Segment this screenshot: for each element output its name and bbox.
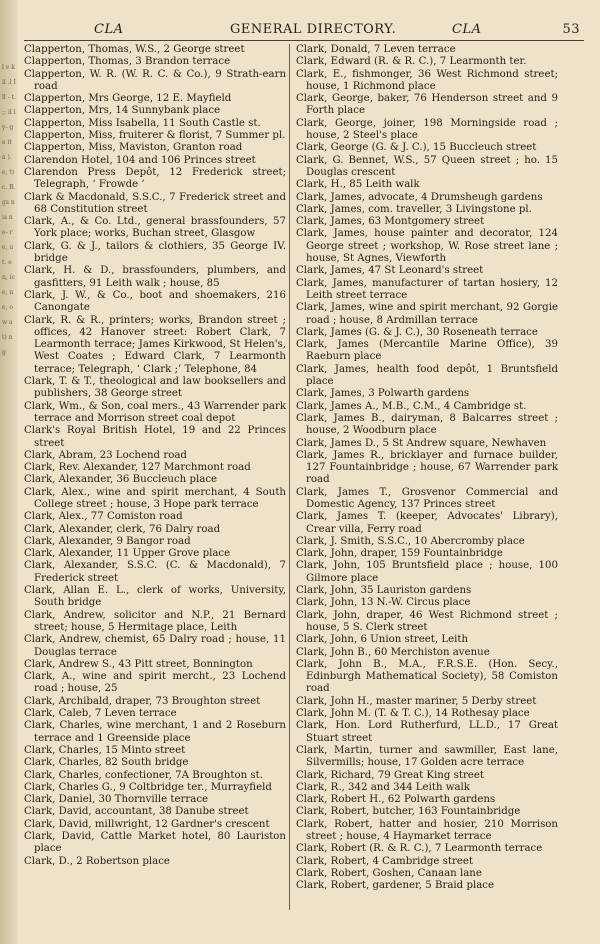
directory-entry: Clapperton, Miss Isabella, 11 South Castle st. (24, 117, 261, 129)
directory-entry: Clark, R. & R., printers; works, Brandon street ; offices, 42 Hanover street: Robert Clark, 7 Learmonth terrace; James Kirkwood, St Helen's, West Coates ; Edward Clark, 7 Learmonth terrace; Telegraph, ‘ Clark ;’ Telephone, 84 (24, 314, 286, 375)
directory-entry: Clark, Alex., wine and spirit merchant, 4 South College street ; house, 3 Hope park terrace (24, 486, 286, 510)
directory-entry: Clark, George, joiner, 198 Morningside road ; house, 2 Steel's place (296, 117, 558, 142)
page-header (24, 22, 584, 40)
directory-entry: Clark, Alexander, 11 Upper Grove place (24, 548, 231, 560)
running-head-right: CLA (452, 22, 482, 37)
directory-entry: Clark, Alexander, S.S.C. (C. & Macdonald), 7 Frederick street (24, 560, 286, 584)
directory-entry: Clarendon Press Depôt, 12 Frederick street; Telegraph, ‘ Frowde ’ (24, 166, 286, 191)
directory-entry: Clark, James, advocate, 4 Drumsheugh gardens (296, 191, 543, 203)
directory-entry: Clark's Royal British Hotel, 19 and 22 Princes street (24, 425, 286, 449)
directory-entry: Clapperton, Mrs, 14 Sunnybank place (24, 105, 221, 117)
directory-entry: Clark, Charles, 15 Minto street (24, 744, 186, 756)
directory-entry: Clark, Daniel, 30 Thornville terrace (24, 794, 209, 806)
directory-entry: Clark, Edward (R. & R. C.), 7 Learmonth ter. (296, 56, 527, 68)
directory-entry: Clark, James T., Grosvenor Commercial and Domestic Agency, 137 Princes street (296, 486, 558, 510)
directory-entry: Clark, Hon. Lord Rutherfurd, LL.D., 17 Great Stuart street (296, 720, 558, 744)
left-column (24, 44, 286, 868)
directory-entry: Clark, James (Mercantile Marine Office), 39 Raeburn place (296, 339, 558, 363)
directory-entry: Clark, John H., master mariner, 5 Derby street (296, 695, 537, 707)
directory-entry: Clark, John B., 60 Merchiston avenue (296, 646, 490, 658)
directory-entry: Clark, John, 105 Bruntsfield place ; house, 100 Gilmore place (296, 560, 558, 584)
directory-entry: Clark, James A., M.B., C.M., 4 Cambridge st. (296, 400, 527, 412)
directory-entry: Clark, Alexander, 9 Bangor road (24, 535, 191, 547)
directory-entry: Clark, James, 63 Montgomery street (296, 216, 485, 228)
header-rule (24, 40, 584, 41)
directory-entry: Clark, Robert, butcher, 163 Fountainbridge (296, 806, 521, 818)
directory-entry: Clark & Macdonald, S.S.C., 7 Frederick street and 68 Constitution street (24, 191, 286, 215)
directory-entry: Clark, John, draper, 159 Fountainbridge (296, 548, 503, 560)
directory-entry: Clark, A., wine and spirit mercht., 23 Lochend road ; house, 25 (24, 671, 286, 695)
directory-entry: Clark, James B., dairyman, 8 Balcarres street ; house, 2 Woodburn place (296, 412, 558, 437)
directory-entry: Clark, Richard, 79 Great King street (296, 769, 484, 781)
directory-entry: Clark, John, 6 Union street, Leith (296, 634, 469, 646)
directory-entry: Clark, James R., bricklayer and furnace builder, 127 Fountainbridge ; house, 67 Warrender park road (296, 449, 558, 486)
directory-entry: Clark, David, accountant, 38 Danube street (24, 806, 249, 818)
directory-entry: Clark, J. W., & Co., boot and shoemakers, 216 Canongate (24, 289, 286, 314)
directory-entry: Clark, Alexander, clerk, 76 Dalry road (24, 523, 221, 535)
directory-entry: Clark, D., 2 Robertson place (24, 855, 170, 867)
directory-entry: Clark, Andrew, solicitor and N.P., 21 Bernard street; house, 5 Hermitage place, Leith (24, 609, 286, 633)
directory-entry: Clark, Martin, turner and sawmiller, East lane, Silvermills; house, 17 Golden acre terrace (296, 744, 558, 769)
directory-entry: Clark, Caleb, 7 Leven terrace (24, 708, 177, 720)
directory-entry: Clark, A., & Co. Ltd., general brassfounders, 57 York place; works, Buchan street, Glasgow (24, 216, 286, 240)
directory-entry: Clark, J. Smith, S.S.C., 10 Abercromby place (296, 535, 525, 547)
directory-entry: Clark, Charles, wine merchant, 1 and 2 Roseburn terrace and 1 Greenside place (24, 720, 286, 744)
right-column (296, 44, 558, 892)
directory-entry: Clark, Robert (R. & R. C.), 7 Learmonth terrace (296, 843, 543, 855)
directory-entry: Clark, James, 3 Polwarth gardens (296, 388, 470, 400)
directory-entry: Clark, Charles G., 9 Coltbridge ter., Murrayfield (24, 781, 272, 793)
directory-entry: Clark, Robert, hatter and hosier, 210 Morrison street ; house, 4 Haymarket terrace (296, 818, 558, 842)
directory-entry: Clark, James D., 5 St Andrew square, Newhaven (296, 437, 547, 449)
directory-entry: Clark, H., 85 Leith walk (296, 179, 420, 191)
directory-entry: Clark, Robert, Goshen, Canaan lane (296, 867, 482, 879)
directory-entry: Clapperton, Thomas, 3 Brandon terrace (24, 56, 231, 68)
directory-entry: Clark, G. Bennet, W.S., 57 Queen street ; ho. 15 Douglas crescent (296, 154, 558, 178)
directory-entry: Clapperton, W. R. (W. R. C. & Co.), 9 Strath-earn road (24, 68, 286, 92)
directory-entry: Clark, Allan E. L., clerk of works, University, South bridge (24, 585, 286, 609)
directory-entry: Clark, Andrew S., 43 Pitt street, Bonnington (24, 658, 253, 670)
directory-entry: Clark, John M. (T. & T. C.), 14 Rothesay place (296, 708, 530, 720)
directory-entry: Clark, G. & J., tailors & clothiers, 35 George IV. bridge (24, 240, 286, 265)
directory-entry: Clark, James (G. & J. C.), 30 Roseneath terrace (296, 326, 538, 338)
directory-entry: Clark, James, house painter and decorator, 124 George street ; workshop, W. Rose street lane ; house, St Agnes, Viewforth (296, 228, 558, 265)
directory-entry: Clark, Robert H., 62 Polwarth gardens (296, 794, 496, 806)
directory-entry: Clark, James, wine and spirit merchant, 92 Gorgie road ; house, 8 Ardmillan terrace (296, 302, 558, 326)
directory-entry: Clapperton, Miss, Maviston, Granton road (24, 142, 243, 154)
directory-entry: Clark, Archibald, draper, 73 Broughton street (24, 695, 261, 707)
directory-entry: Clark, Rev. Alexander, 127 Marchmont road (24, 462, 251, 474)
page-title: GENERAL DIRECTORY. (230, 22, 397, 37)
directory-entry: Clark, John, 13 N.-W. Circus place (296, 597, 471, 609)
column-divider (289, 44, 290, 910)
directory-entry: Clark, John, 35 Lauriston gardens (296, 585, 472, 597)
directory-entry: Clark, E., fishmonger, 36 West Richmond street; house, 1 Richmond place (296, 68, 558, 92)
running-head-left: CLA (94, 22, 124, 37)
binding-gutter (0, 0, 18, 944)
directory-entry: Clark, James, health food depôt, 1 Bruntsfield place (296, 363, 558, 388)
directory-entry: Clark, Alex., 77 Comiston road (24, 511, 183, 523)
page-number: 53 (562, 22, 580, 37)
directory-entry: Clark, James, manufacturer of tartan hosiery, 12 Leith street terrace (296, 277, 558, 301)
directory-entry: Clark, Robert, gardener, 5 Braid place (296, 880, 495, 892)
directory-entry: Clapperton, Mrs George, 12 E. Mayfield (24, 93, 232, 105)
gutter-margin-marks: l e k il .l I ll - t. ;: il ly- ge it a ). e, t) c. B. gs nis ne- re, ut. en, ice, ne, ow at) ng (2, 64, 16, 356)
directory-entry: Clarendon Hotel, 104 and 106 Princes street (24, 154, 256, 166)
directory-entry: Clark, R., 342 and 344 Leith walk (296, 781, 470, 793)
directory-entry: Clark, H. & D., brassfounders, plumbers, and gasfitters, 91 Leith walk ; house, 85 (24, 265, 286, 289)
directory-entry: Clark, Abram, 23 Lochend road (24, 449, 187, 461)
directory-entry: Clark, Charles, confectioner, 7A Broughton st. (24, 769, 263, 781)
directory-entry: Clapperton, Thomas, W.S., 2 George street (24, 44, 245, 55)
directory-entry: Clark, George, baker, 76 Henderson street and 9 Forth place (296, 93, 558, 117)
directory-entry: Clark, Charles, 82 South bridge (24, 757, 189, 769)
directory-entry: Clark, Wm., & Son, coal mers., 43 Warrender park terrace and Morrison street coal depot (24, 400, 286, 424)
directory-entry: Clark, Alexander, 36 Buccleuch place (24, 474, 218, 486)
directory-entry: Clark, Robert, 4 Cambridge street (296, 855, 473, 867)
directory-entry: Clark, John B., M.A., F.R.S.E. (Hon. Secy., Edinburgh Mathematical Society), 58 Comiston road (296, 658, 558, 695)
directory-entry: Clark, George (G. & J. C.), 15 Buccleuch street (296, 142, 537, 154)
directory-entry: Clark, David, Cattle Market hotel, 80 Lauriston place (24, 831, 286, 855)
directory-entry: Clark, John, draper, 46 West Richmond street ; house, 5 S. Clerk street (296, 609, 558, 633)
directory-entry: Clark, Donald, 7 Leven terrace (296, 44, 456, 55)
directory-entry: Clark, David, millwright, 12 Gardner's crescent (24, 818, 270, 830)
directory-entry: Clark, James, com. traveller, 3 Livingstone pl. (296, 203, 532, 215)
directory-entry: Clark, James, 47 St Leonard's street (296, 265, 484, 277)
directory-entry: Clark, James T. (keeper, Advocates' Library), Crear villa, Ferry road (296, 511, 558, 535)
directory-entry: Clapperton, Miss, fruiterer & florist, 7 Summer pl. (24, 130, 286, 142)
directory-entry: Clark, Andrew, chemist, 65 Dalry road ; house, 11 Douglas terrace (24, 634, 286, 658)
directory-entry: Clark, T. & T., theological and law booksellers and publishers, 38 George street (24, 376, 286, 400)
